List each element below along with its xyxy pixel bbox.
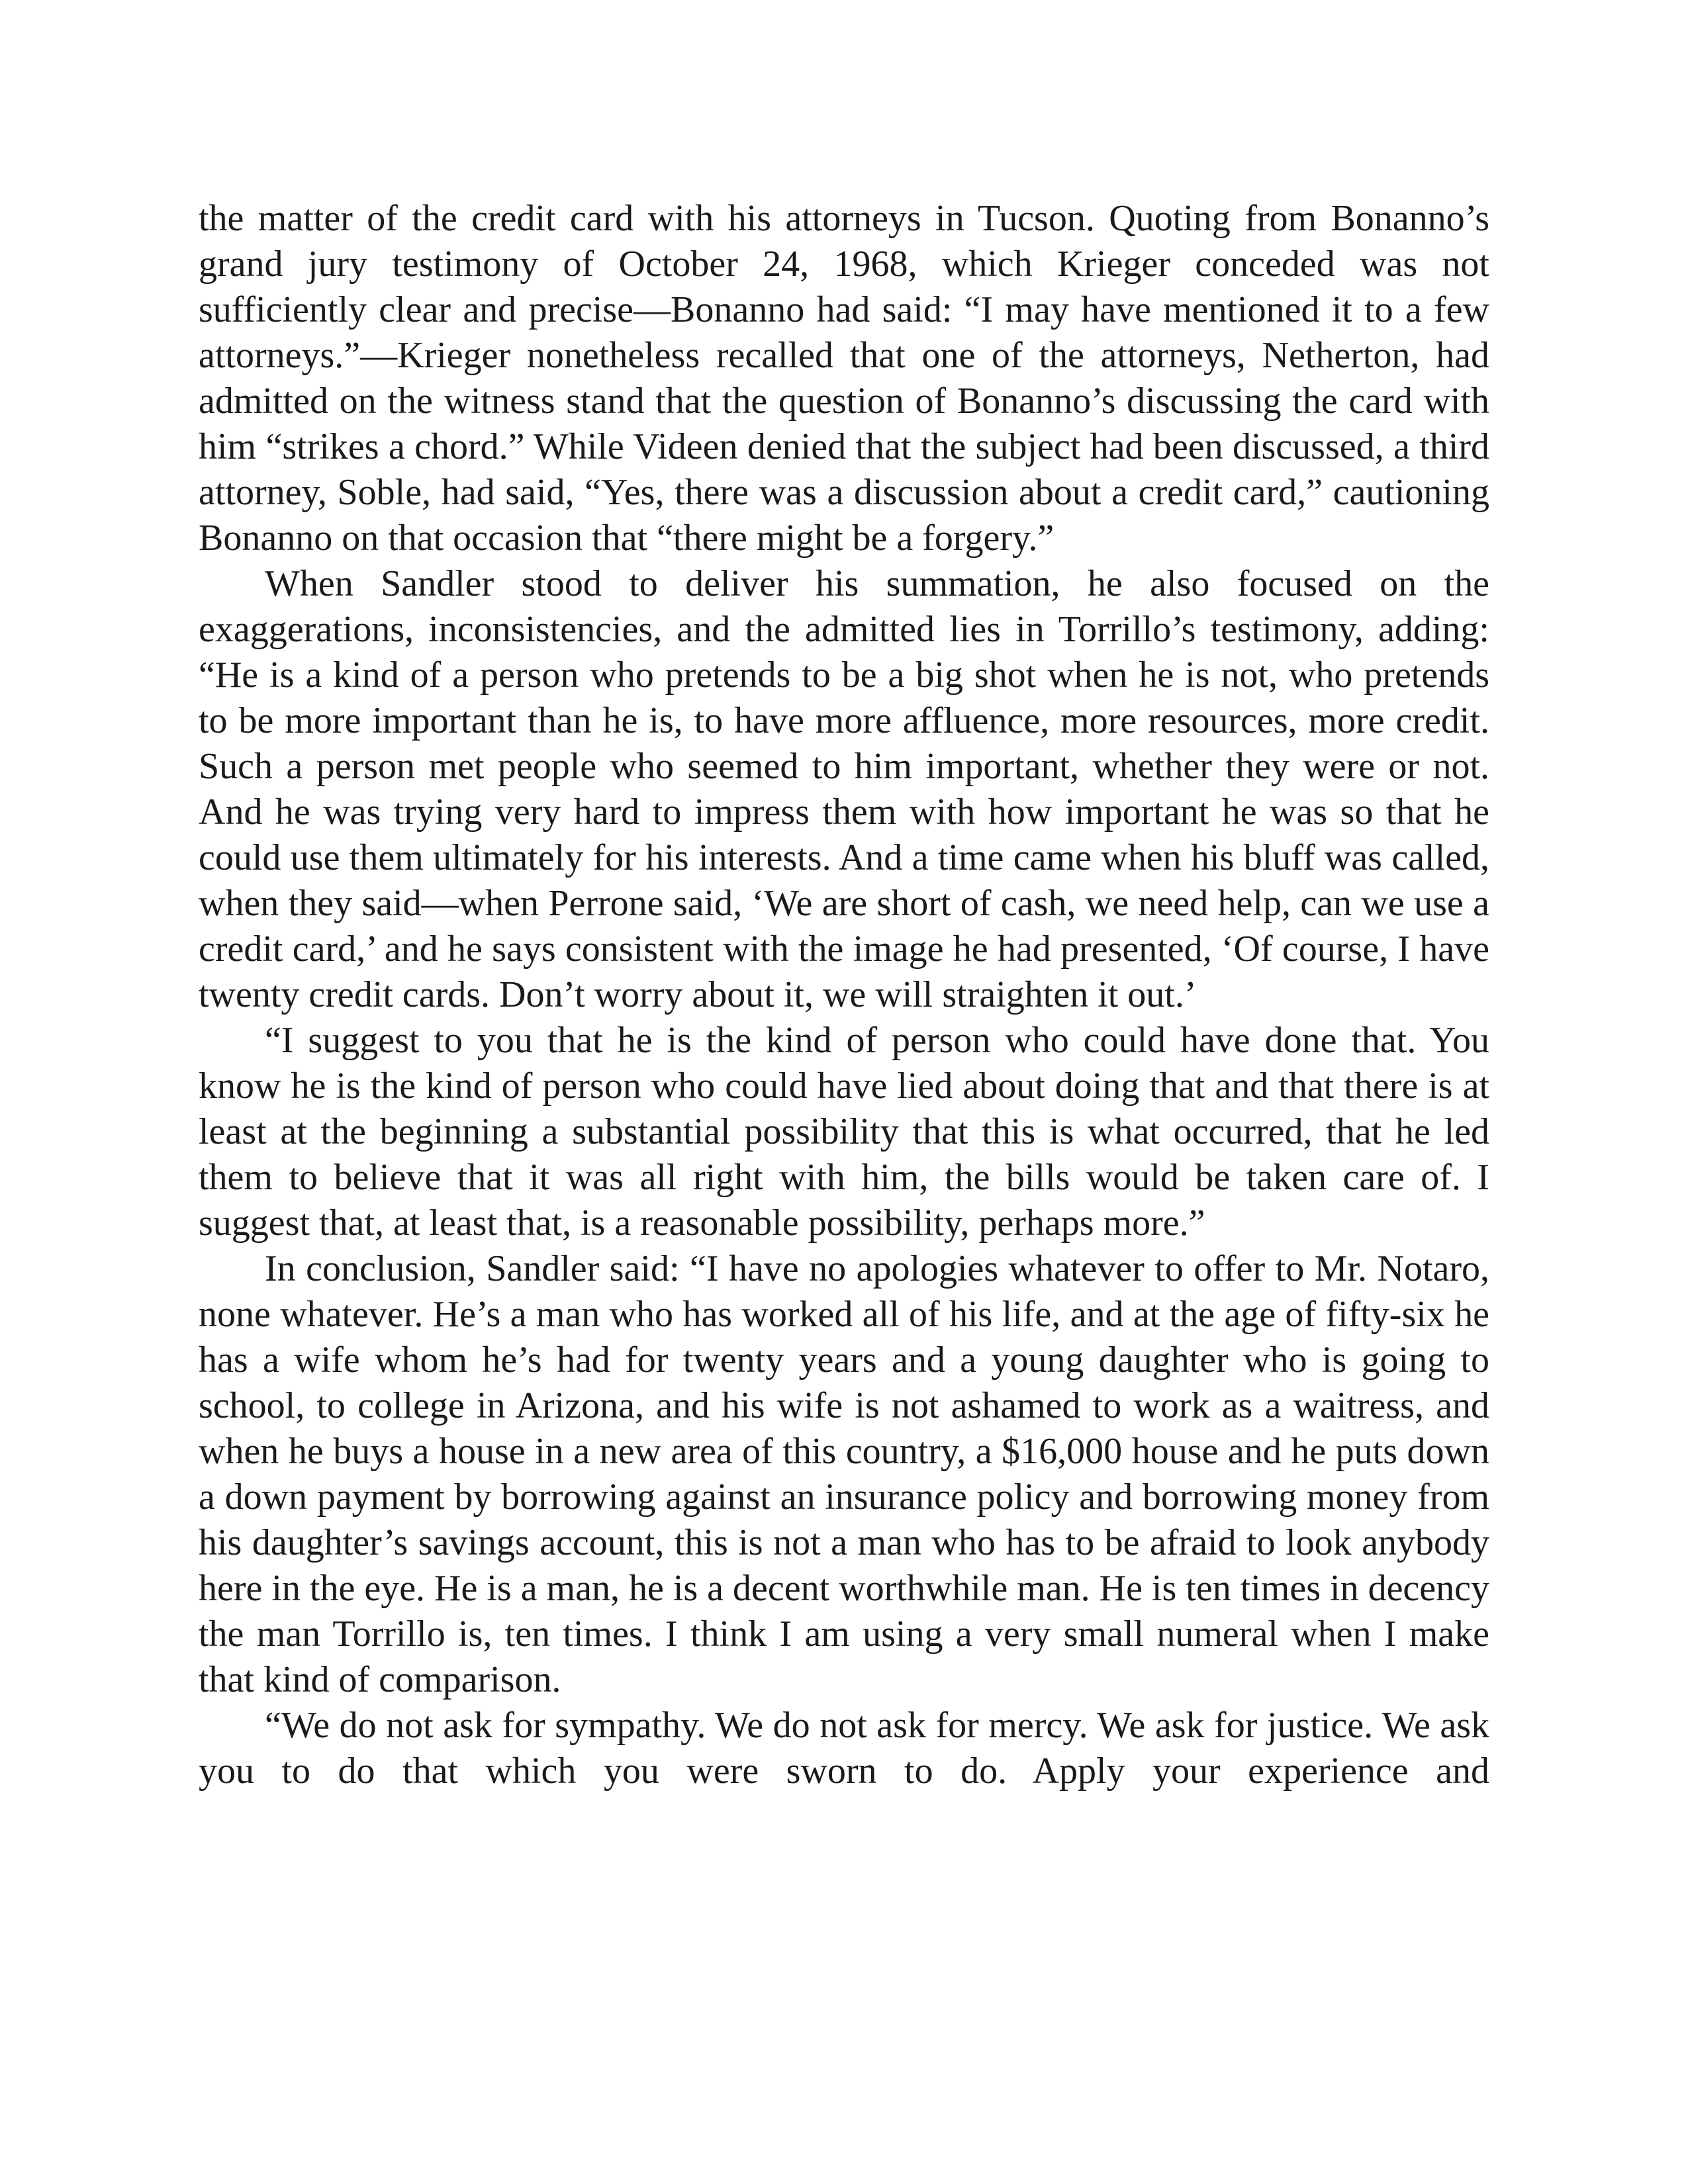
paragraph-2: When Sandler stood to deliver his summation, he also focused on the exaggerations, inconsistencies, and the admitted lies in Torrillo’s testimony, adding: “He is a kind of a person who pretends to be a big shot when he is not, who pretends to be more important than he is, to have more affluence, more resources, more credit. Such a person met people who seemed to him important, whether they were or not. And he was trying very hard to impress them with how important he was so that he could use them ultimately for his interests. And a time came when his bluff was called, when they said—when Perrone said, ‘We are short of cash, we need help, can we use a credit card,’ and he says consistent with the image he had presented, ‘Of course, I have twenty credit cards. Don’t worry about it, we will straighten it out.’ <box>199 563 1489 1015</box>
paragraph-4: In conclusion, Sandler said: “I have no apologies whatever to offer to Mr. Notaro, none whatever. He’s a man who has worked all of his life, and at the age of fifty-six he has a wife whom he’s had for twenty years and a young daughter who is going to school, to college in Arizona, and his wife is not ashamed to work as a waitress, and when he buys a house in a new area of this country, a $16,000 house and he puts down a down payment by borrowing against an insurance policy and borrowing money from his daughter’s savings account, this is not a man who has to be afraid to look anybody here in the eye. He is a man, he is a decent worthwhile man. He is ten times in decency the man Torrillo is, ten times. I think I am using a very small numeral when I make that kind of comparison. <box>199 1248 1489 1700</box>
paragraph-5: “We do not ask for sympathy. We do not ask for mercy. We ask for justice. We ask you to do that which you were sworn to do. Apply your experience and <box>199 1705 1489 1792</box>
paragraph-1: the matter of the credit card with his attorneys in Tucson. Quoting from Bonanno’s grand jury testimony of October 24, 1968, which Krieger conceded was not sufficiently clear and precise—Bonanno had said: “I may have mentioned it to a few attorneys.”—Krieger nonetheless recalled that one of the attorneys, Netherton, had admitted on the witness stand that the question of Bonanno’s discussing the card with him “strikes a chord.” While Videen denied that the subject had been discussed, a third attorney, Soble, had said, “Yes, there was a discussion about a credit card,” cautioning Bonanno on that occasion that “there might be a forgery.” <box>199 198 1489 559</box>
paragraph-3: “I suggest to you that he is the kind of person who could have done that. You know he is the kind of person who could have lied about doing that and that there is at least at the beginning a substantial possibility that this is what occurred, that he led them to believe that it was all right with him, the bills would be taken care of. I suggest that, at least that, is a reasonable possibility, perhaps more.” <box>199 1020 1489 1244</box>
page-body <box>199 196 1489 1794</box>
